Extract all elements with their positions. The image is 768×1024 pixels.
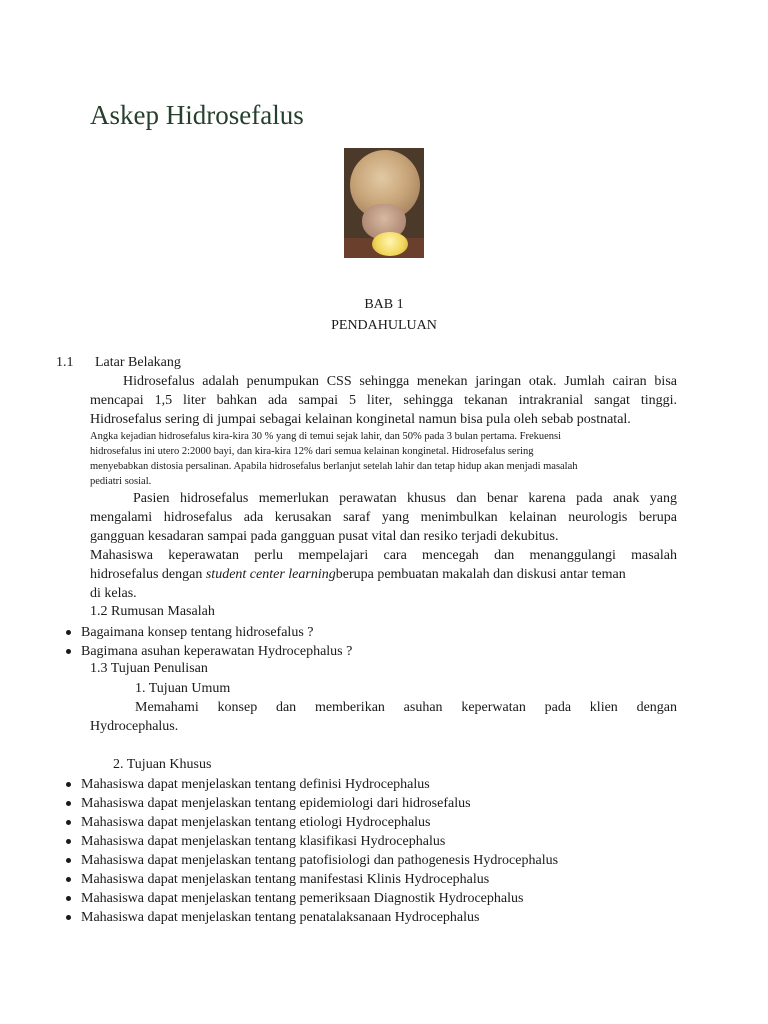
paragraph-line: Mahasiswa keperawatan perlu mempelajari cara mencegah dan menanggulangi masalah [90,548,677,563]
emphasis-text: student center learning [205,567,336,582]
list-item: Bagaimana konsep tentang hidrosefalus ? [0,623,352,642]
paragraph-line-mixed: hidrosefalus dengan student center learningberupa pembuatan makalah dan diskusi antar teman [90,567,626,582]
bullet-icon [66,877,71,882]
bullet-icon [66,858,71,863]
section-heading-tujuan-penulisan: 1.3 Tujuan Penulisan [90,661,208,676]
small-line: hidrosefalus ini utero 2:2000 bayi, dan kira-kira 12% dari semua kelainan konginetal. Hidrosefalus sering [90,446,534,457]
list-item: Mahasiswa dapat menjelaskan tentang epidemiologi dari hidrosefalus [0,794,558,813]
bullet-icon [66,801,71,806]
list-item: Bagimana asuhan keperawatan Hydrocephalus ? [0,642,352,661]
list-item: Mahasiswa dapat menjelaskan tentang penatalaksanaan Hydrocephalus [0,908,558,927]
section-number: 1.1 [56,355,74,370]
subheading-tujuan-umum: 1. Tujuan Umum [135,681,231,696]
small-line: pediatri sosial. [90,476,152,487]
page-title: Askep Hidrosefalus [90,100,304,130]
list-item: Mahasiswa dapat menjelaskan tentang manifestasi Klinis Hydrocephalus [0,870,558,889]
chapter-number: BAB 1 [364,297,404,312]
small-paragraph [90,429,680,489]
bullet-icon [66,839,71,844]
list-item: Mahasiswa dapat menjelaskan tentang definisi Hydrocephalus [0,775,558,794]
list-item: Mahasiswa dapat menjelaskan tentang klasifikasi Hydrocephalus [0,832,558,851]
section-heading-latar-belakang: Latar Belakang [95,355,181,370]
hydrocephalus-photo [344,148,424,258]
bullet-icon [66,630,71,635]
paragraph-line: gangguan kesadaran sampai pada gangguan pusat vital dan resiko terjadi dekubitus. [90,529,559,544]
paragraph-line: di kelas. [90,586,137,601]
rumusan-list [0,623,352,661]
bullet-icon [66,896,71,901]
list-item: Mahasiswa dapat menjelaskan tentang patofisiologi dan pathogenesis Hydrocephalus [0,851,558,870]
small-line: menyebabkan distosia persalinan. Apabila hidrosefalus berlanjut setelah lahir dan tetap hidup akan menjadi masalah [90,461,578,472]
paragraph-line: mengalami hidrosefalus ada kerusakan saraf yang menimbulkan kelainan neurologis berupa [90,510,677,525]
section-heading-rumusan-masalah: 1.2 Rumusan Masalah [90,604,215,619]
paragraph-line: mencapai 1,5 liter bahkan ada sampai 5 liter, sehingga tekanan intrakranial sangat tinggi. [90,393,677,408]
paragraph-line: Hydrocephalus. [90,719,179,734]
list-item: Mahasiswa dapat menjelaskan tentang pemeriksaan Diagnostik Hydrocephalus [0,889,558,908]
list-item: Mahasiswa dapat menjelaskan tentang etiologi Hydrocephalus [0,813,558,832]
paragraph-line: Hidrosefalus sering di jumpai sebagai kelainan konginetal namun bisa pula oleh sebab postnatal. [90,412,631,427]
small-line: Angka kejadian hidrosefalus kira-kira 30 % yang di temui sejak lahir, dan 50% pada 3 bulan pertama. Frekuensi [90,431,562,442]
bullet-icon [66,782,71,787]
bullet-icon [66,649,71,654]
paragraph-line: Hidrosefalus adalah penumpukan CSS sehingga menekan jaringan otak. Jumlah cairan bisa [123,374,677,389]
bullet-icon [66,820,71,825]
bullet-icon [66,915,71,920]
paragraph-line: Pasien hidrosefalus memerlukan perawatan khusus dan benar karena pada anak yang [133,491,677,506]
tujuan-khusus-list [0,775,558,927]
chapter-title: PENDAHULUAN [331,318,437,333]
paragraph-line: Memahami konsep dan memberikan asuhan keperwatan pada klien dengan [135,700,677,715]
subheading-tujuan-khusus: 2. Tujuan Khusus [113,757,212,772]
